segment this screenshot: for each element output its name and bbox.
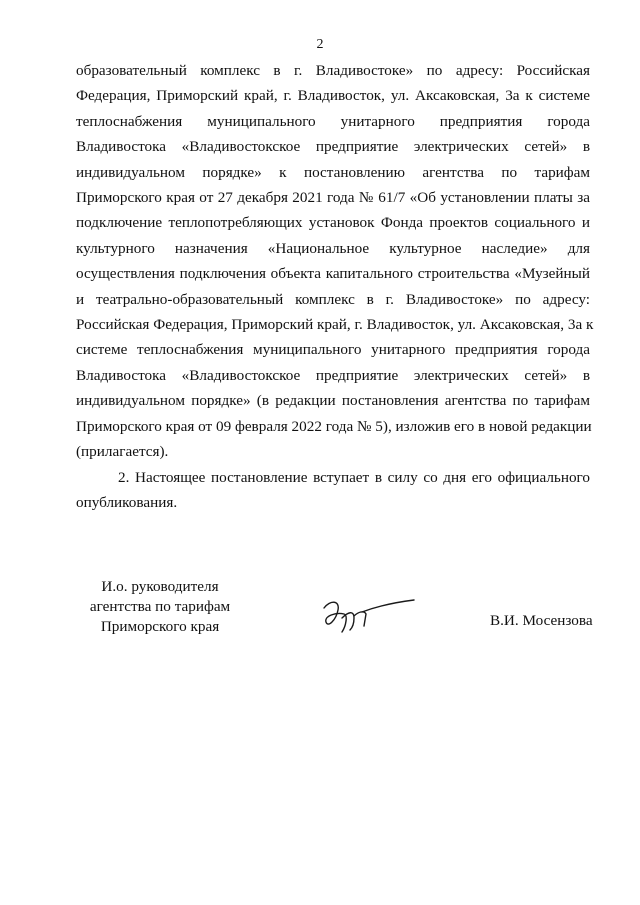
text-line: системе теплоснабжения муниципального унитарного предприятия города [76,341,590,359]
text-line: теплоснабжения муниципального унитарного предприятия города [76,112,590,130]
signer-position-line: И.о. руководителя [101,578,219,595]
text-line: и театрально-образовательный комплекс в г. Владивостоке» по адресу: [76,290,590,308]
signer-name: В.И. Мосензова [490,612,593,629]
text-line: опубликования. [76,493,178,511]
text-line: осуществления подключения объекта капитального строительства «Музейный [76,265,590,283]
paragraph-2 [76,465,590,516]
text-line: индивидуальном порядке» (в редакции постановления агентства по тарифам [76,392,590,410]
paragraph-1 [76,58,594,465]
signer-position-line: Приморского края [100,618,220,635]
text-line: индивидуальном порядке» к постановлению агентства по тарифам [76,163,590,181]
signer-position-line: агентства по тарифам [89,598,231,615]
signer-position [80,577,240,637]
text-line: культурного назначения «Национальное культурное наследие» для [76,239,590,257]
text-line: 2. Настоящее постановление вступает в силу со дня его официального [118,468,590,486]
text-line: образовательный комплекс в г. Владивостоке» по адресу: Российская [76,62,590,79]
text-line: Российская Федерация, Приморский край, г. Владивосток, ул. Аксаковская, 3а к [76,316,594,334]
text-line: подключение теплопотребляющих установок Фонда проектов социального и [76,214,590,232]
handwritten-signature-icon [318,592,418,640]
text-line: Приморского края от 09 февраля 2022 года № 5), изложив его в новой редакции [76,417,592,435]
document-body [76,58,594,515]
text-line: Приморского края от 27 декабря 2021 года № 61/7 «Об установлении платы за [76,189,590,207]
text-line: (прилагается). [76,443,169,461]
text-line: Федерация, Приморский край, г. Владивосток, ул. Аксаковская, 3а к системе [76,87,590,105]
text-line: Владивостока «Владивостокское предприятие электрических сетей» в [76,366,590,384]
text-line: Владивостока «Владивостокское предприятие электрических сетей» в [76,138,590,156]
page-number: 2 [316,37,324,52]
